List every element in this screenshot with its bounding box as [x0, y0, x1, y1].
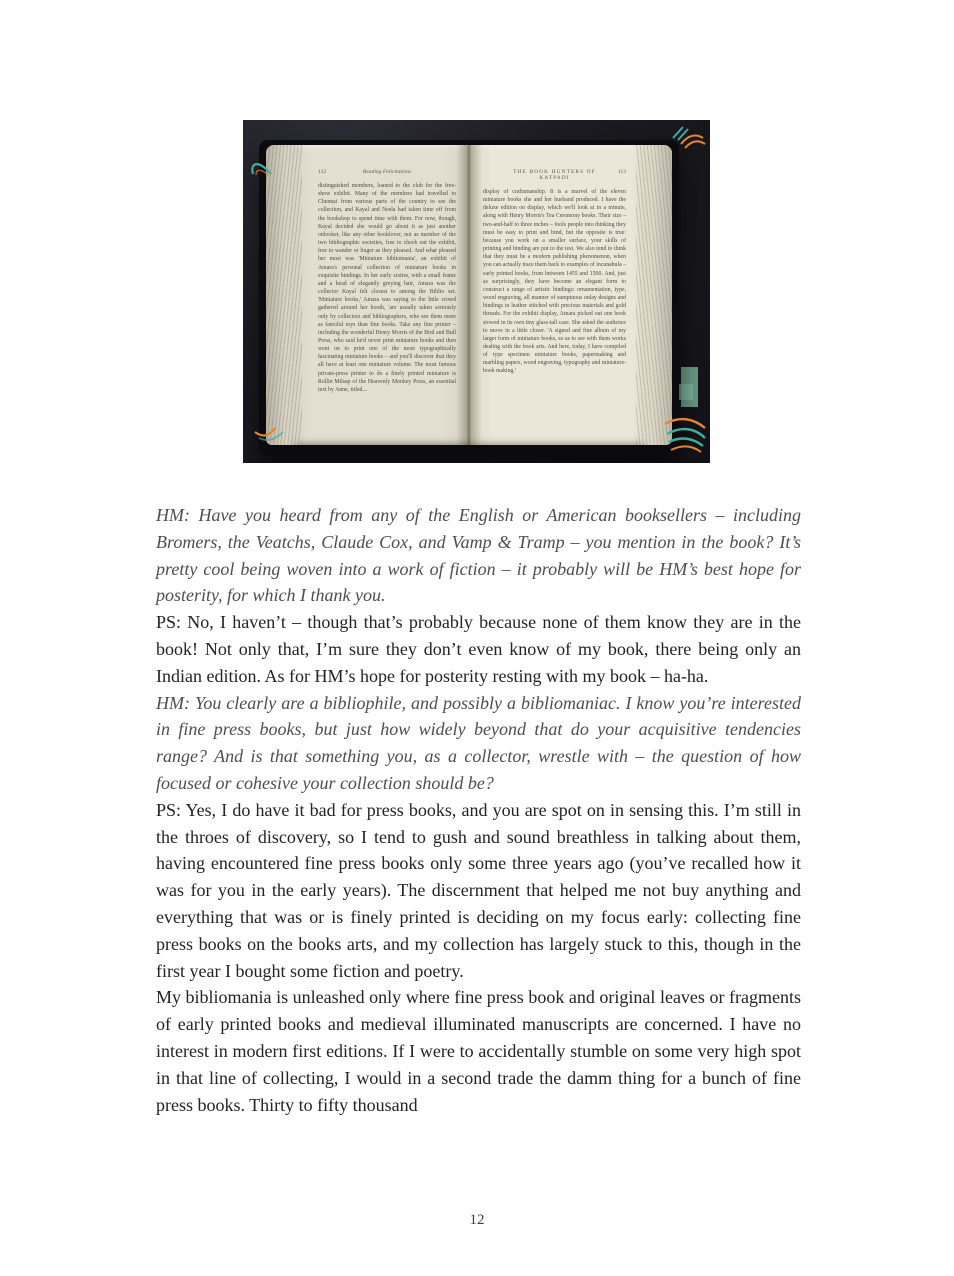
right-folio-number: 113 [617, 169, 626, 175]
thread-bottom-left-icon [253, 418, 287, 444]
book-right-page [469, 145, 672, 445]
paragraph-ps: My bibliomania is unleashed only where fine press book and original leaves or fragments of early printed books and medieval illuminated manuscripts are concerned. I have no interest in modern first editions. If I were to accidentally stumble on some very high spot in that line of collecting, I would in a second trade the damm thing for a bunch of fine press books. Thirty to fifty thousand [156, 987, 801, 1115]
interview-text [156, 502, 801, 1118]
paragraph-hm: HM: You clearly are a bibliophile, and possibly a bibliomaniac. I know you’re interested in fine press books, but just how widely beyond that do your acquisitive tendencies range? And is that something you, as a collector, wrestle with – the question of how focused or cohesive your collection should be? [156, 692, 801, 793]
thread-bottom-right-icon [663, 406, 707, 456]
book-pages [266, 145, 672, 445]
paragraph-hm: HM: Have you heard from any of the English or American booksellers – including Bromers, the Veatchs, Claude Cox, and Vamp & Tramp – you mention in the book? It’s pretty cool being woven into a work of fiction – it probably will be HM’s best hope for posterity, for which I thank you. [156, 505, 801, 606]
book-photograph [243, 120, 710, 463]
open-book [259, 140, 679, 456]
book-left-page [266, 145, 469, 445]
left-page-text: distinguished members, loaned to the club for the free-show exhibit. Many of the members had travelled to Chennai from various parts of the country to see the collection, and Kayal and Neela had taken time off from the bookshop to spend time with them. For now, though, Kayal decided she would go about it as just another onlooker, like any other booklover, not as member of the two bibliographic societies, free to check out the exhibit, free to wander or linger as they pleased. And what pleased her most was 'Miniature bibliomania', an exhibit of Amara's personal collection of miniature books in exquisite bindings. In her early sixties, with a small frame and a head of elegantly greying hair, Amara was the collector Kayal felt closest to among the Biblio set. 'Miniature books,' Amara was saying to the little crowd gathered around her booth, 'are usually taken seriously only by collectors and bibliographers, who see them more as fanciful toys than fine books. Take any fine printer – including the wonderful Henry Morris of the Bird and Bull Press, who said he'd never print miniature books and then went on to print one of the most typographically fascinating miniature books – and you'll discover that they all have at least one miniature volume. The most famous private-press printer to do a finely printed miniature is Rollin Milsap of the Heavenly Monkey Press, an essential text by Anne, titled... [318, 183, 456, 393]
book-gutter [456, 145, 482, 445]
paragraph-ps: PS: Yes, I do have it bad for press books, and you are spot on in sensing this. I’m still in the throes of discovery, so I tend to gush and sound breathless in talking about them, having encountered fine press books only some three years ago (you’ve recalled how it was for you in the early years). The discernment that helped me not buy anything and everything that was or is finely printed is deciding on my focus early: collecting fine press books on the books arts, and my collection has largely stuck to this, though in the first year I bought some fiction and poetry. [156, 799, 801, 981]
left-running-header: Reading Felicitations [362, 169, 412, 175]
right-page-text: display of craftsmanship. It is a marvel of the eleven miniature books she and her husband produced. I have the deluxe edition on display, which we'll look at in a minute, along with Henry Morris's Tea Ceremony books. Their size – two-and-half to three inches – fools people into thinking they must be easy to print and bind, but the opposite is true: because you work on a smaller surface, your skills of printing and binding are put to the test. We also tend to think that they must be a modern publishing phenomenon, when you can actually trace them back to examples of incunabula – early printed books, from between 1455 and 1500. And, just as surprisingly, they have become an elegant form to construct a range of artistic bindings: ornamentation, type, wood engraving, all manner of sumptuous onlay designs and bindings in leather stitched with precious materials and gold threads. For the exhibit display, Amara picked out one book stowed in its own tiny glass-tall case. She asked the audience to move in a little closer. 'A signed and fine album of my larger form of miniature books, so as to see with them works dealing with the book arts. And here, today, I have compiled of type specimen miniature books, papermaking and marbling papers, wood engraving, typography and miniature-book making.' [483, 189, 626, 375]
paragraph-ps: PS: No, I haven’t – though that’s probably because none of them know they are in the book! Not only that, I’m sure they don’t even know of my book, there being only an Indian edition. As for HM’s hope for posterity resting with my book – ha-ha. [156, 612, 801, 686]
right-running-header: THE BOOK HUNTERS OF KATPADI [513, 169, 596, 181]
left-folio-number: 112 [318, 169, 327, 175]
thread-top-right-icon [667, 124, 707, 154]
thread-top-left-icon [249, 156, 275, 182]
page-number: 12 [469, 1212, 485, 1228]
